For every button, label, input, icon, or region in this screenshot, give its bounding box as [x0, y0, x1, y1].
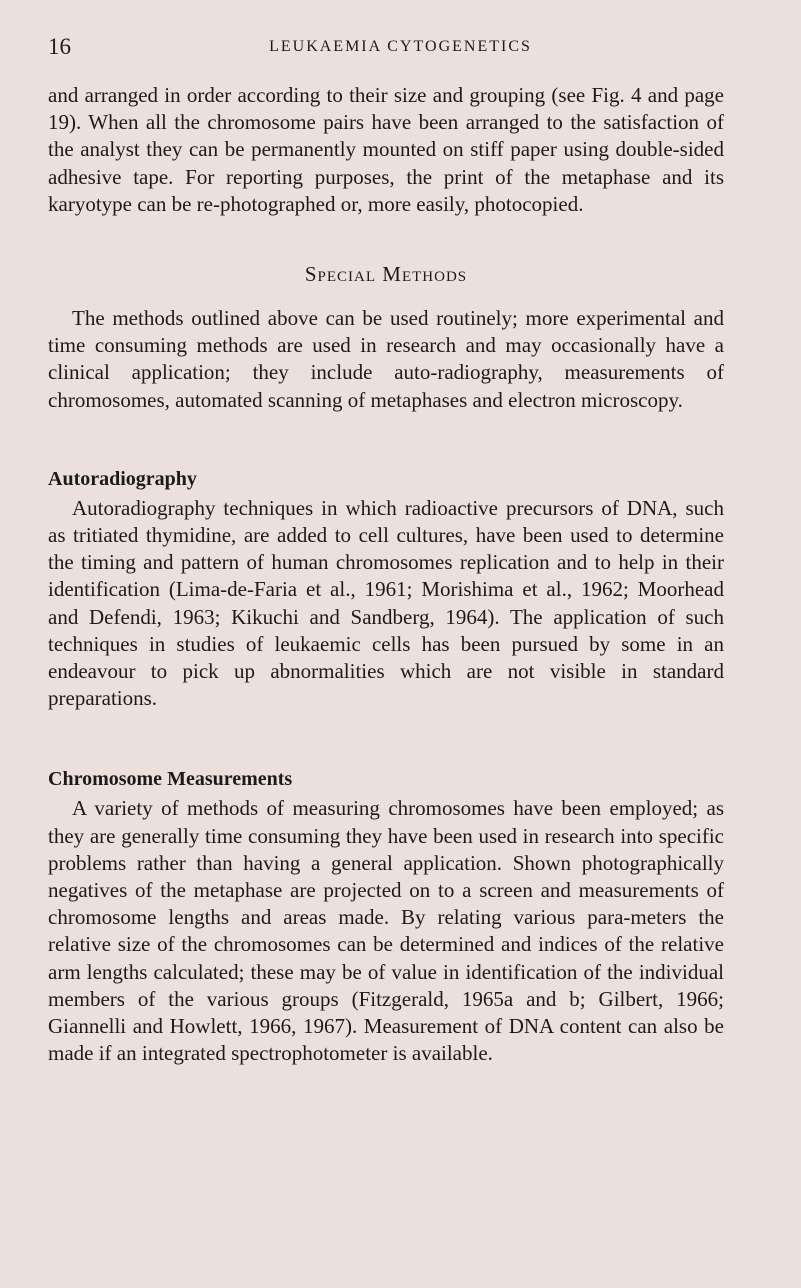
autoradiography-paragraph: Autoradiography techniques in which radioactive precursors of DNA, such as tritiated thymidine, are added to cell cultures, have been used to determine the timing and pattern of human chromosomes replication and to help in their identification (Lima-de-Faria et al., 1961; Morishima et al., 1962; Moorhead and Defendi, 1963; Kikuchi and Sandberg, 1964). The application of such techniques in studies of leukaemic cells has been pursued by some in an endeavour to pick up abnormalities which are not visible in standard preparations. — [48, 495, 724, 711]
page-number: 16 — [48, 34, 71, 59]
subheading-autoradiography: Autoradiography — [48, 467, 197, 490]
running-title: LEUKAEMIA CYTOGENETICS — [269, 38, 532, 55]
page-header — [48, 34, 753, 64]
page-body — [48, 82, 724, 1067]
intro-paragraph: and arranged in order according to their size and grouping (see Fig. 4 and page 19). When all the chromosome pairs have been arranged to the satisfaction of the analyst they can be permanently mounted on stiff paper using double-sided adhesive tape. For reporting purposes, the print of the metaphase and its karyotype can be re-photographed or, more easily, photocopied. — [48, 83, 724, 216]
special-methods-paragraph: The methods outlined above can be used routinely; more experimental and time consuming methods are used in research and may occasionally have a clinical application; they include auto-radiography, measurements of chromosomes, automated scanning of metaphases and electron microscopy. — [48, 306, 724, 412]
subheading-chromosome-measurements: Chromosome Measurements — [48, 768, 293, 791]
section-title-special-methods: Special Methods — [304, 262, 468, 287]
chromosome-measurements-paragraph: A variety of methods of measuring chromosomes have been employed; as they are generally time consuming they have been used in research into specific problems rather than having a general application. Shown photographically negatives of the metaphase are projected on to a screen and measurements of chromosome lengths and areas made. By relating various para-meters the relative size of the chromosomes can be determined and indices of the relative arm lengths calculated; these may be of value in identification of the individual members of the various groups (Fitzgerald, 1965a and b; Gilbert, 1966; Giannelli and Howlett, 1966, 1967). Measurement of DNA content can also be made if an integrated spectrophotometer is available. — [48, 796, 724, 1066]
